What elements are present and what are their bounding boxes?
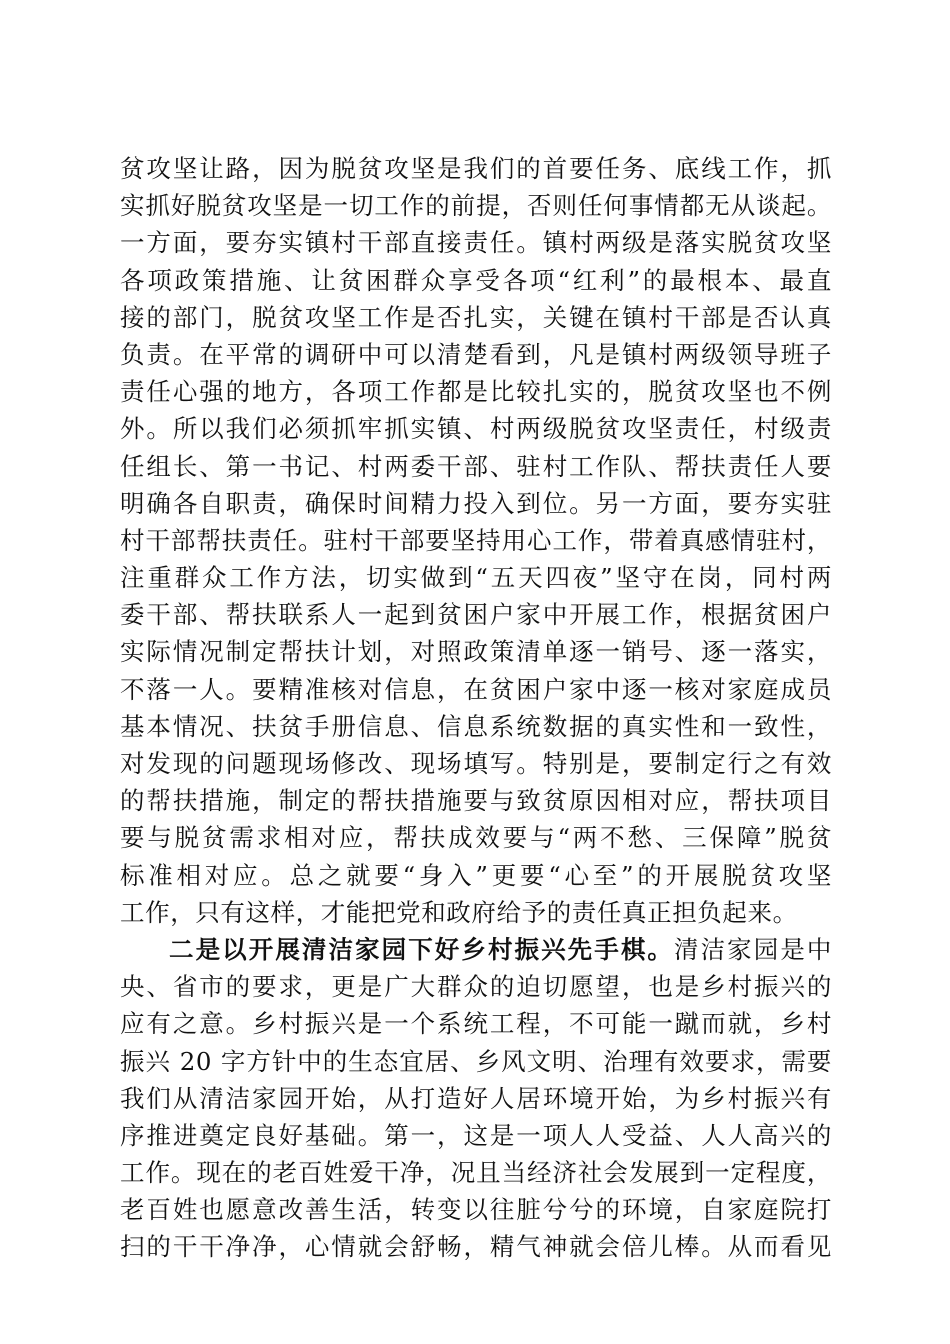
text-line-3: 一方面，要夯实镇村干部直接责任。镇村两级是落实脱贫攻坚 (120, 228, 832, 258)
text-line-8: 外。所以我们必须抓牢抓实镇、村两级脱贫攻坚责任，村级责 (120, 414, 832, 444)
paragraph-heading-rest: 清洁家园是中 (674, 934, 832, 964)
paragraph-heading-bold: 二是以开展清洁家园下好乡村振兴先手棋。 (169, 934, 674, 964)
text-line-5: 接的部门，脱贫攻坚工作是否扎实，关键在镇村干部是否认真 (120, 302, 832, 332)
text-line-9: 任组长、第一书记、村两委干部、驻村工作队、帮扶责任人要 (120, 451, 832, 481)
text-line-17: 对发现的问题现场修改、现场填写。特别是，要制定行之有效 (120, 749, 832, 778)
text-line-26: 我们从清洁家园开始，从打造好人居环境开始，为乡村振兴有 (120, 1083, 832, 1113)
text-line-14: 实际情况制定帮扶计划，对照政策清单逐一销号、逐一落实， (120, 637, 832, 667)
body-text (120, 150, 832, 1266)
text-line-28: 工作。现在的老百姓爱干净，况且当经济社会发展到一定程度， (120, 1158, 832, 1188)
text-line-27: 序推进奠定良好基础。第一，这是一项人人受益、人人高兴的 (120, 1120, 832, 1150)
text-line-2: 实抓好脱贫攻坚是一切工作的前提，否则任何事情都无从谈起。 (120, 191, 832, 221)
text-line-20: 标准相对应。总之就要“身入”更要“心至”的开展脱贫攻坚 (120, 860, 832, 890)
text-line-30: 扫的干干净净，心情就会舒畅，精气神就会倍儿棒。从而看见 (120, 1232, 832, 1262)
text-line-18: 的帮扶措施，制定的帮扶措施要与致贫原因相对应，帮扶项目 (120, 786, 832, 816)
text-line-6: 负责。在平常的调研中可以清楚看到，凡是镇村两级领导班子 (120, 339, 832, 369)
text-line-1: 贫攻坚让路，因为脱贫攻坚是我们的首要任务、底线工作，抓 (120, 154, 832, 183)
text-line-13: 委干部、帮扶联系人一起到贫困户家中开展工作，根据贫困户 (120, 600, 832, 630)
text-line-15: 不落一人。要精准核对信息，在贫困户家中逐一核对家庭成员 (120, 674, 832, 704)
text-line-7: 责任心强的地方，各项工作都是比较扎实的，脱贫攻坚也不例 (120, 377, 832, 407)
text-line-16: 基本情况、扶贫手册信息、信息系统数据的真实性和一致性， (120, 711, 832, 741)
text-line-10: 明确各自职责，确保时间精力投入到位。另一方面，要夯实驻 (120, 488, 832, 518)
text-line-19: 要与脱贫需求相对应，帮扶成效要与“两不愁、三保障”脱贫 (120, 823, 832, 853)
text-line-4: 各项政策措施、让贫困群众享受各项“红利”的最根本、最直 (120, 265, 832, 295)
text-line-21: 工作，只有这样，才能把党和政府给予的责任真正担负起来。 (120, 897, 798, 927)
text-line-12: 注重群众工作方法，切实做到“五天四夜”坚守在岗，同村两 (120, 563, 832, 593)
text-line-29: 老百姓也愿意改善生活，转变以往脏兮兮的环境，自家庭院打 (120, 1195, 832, 1225)
text-line-24: 应有之意。乡村振兴是一个系统工程，不可能一蹴而就，乡村 (120, 1009, 832, 1039)
text-line-25: 振兴 20 字方针中的生态宜居、乡风文明、治理有效要求，需要 (120, 1046, 832, 1076)
paragraph-heading-line (120, 931, 832, 968)
text-line-11: 村干部帮扶责任。驻村干部要坚持用心工作，带着真感情驻村， (120, 525, 832, 555)
text-line-23: 央、省市的要求，更是广大群众的迫切愿望，也是乡村振兴的 (120, 972, 832, 1002)
